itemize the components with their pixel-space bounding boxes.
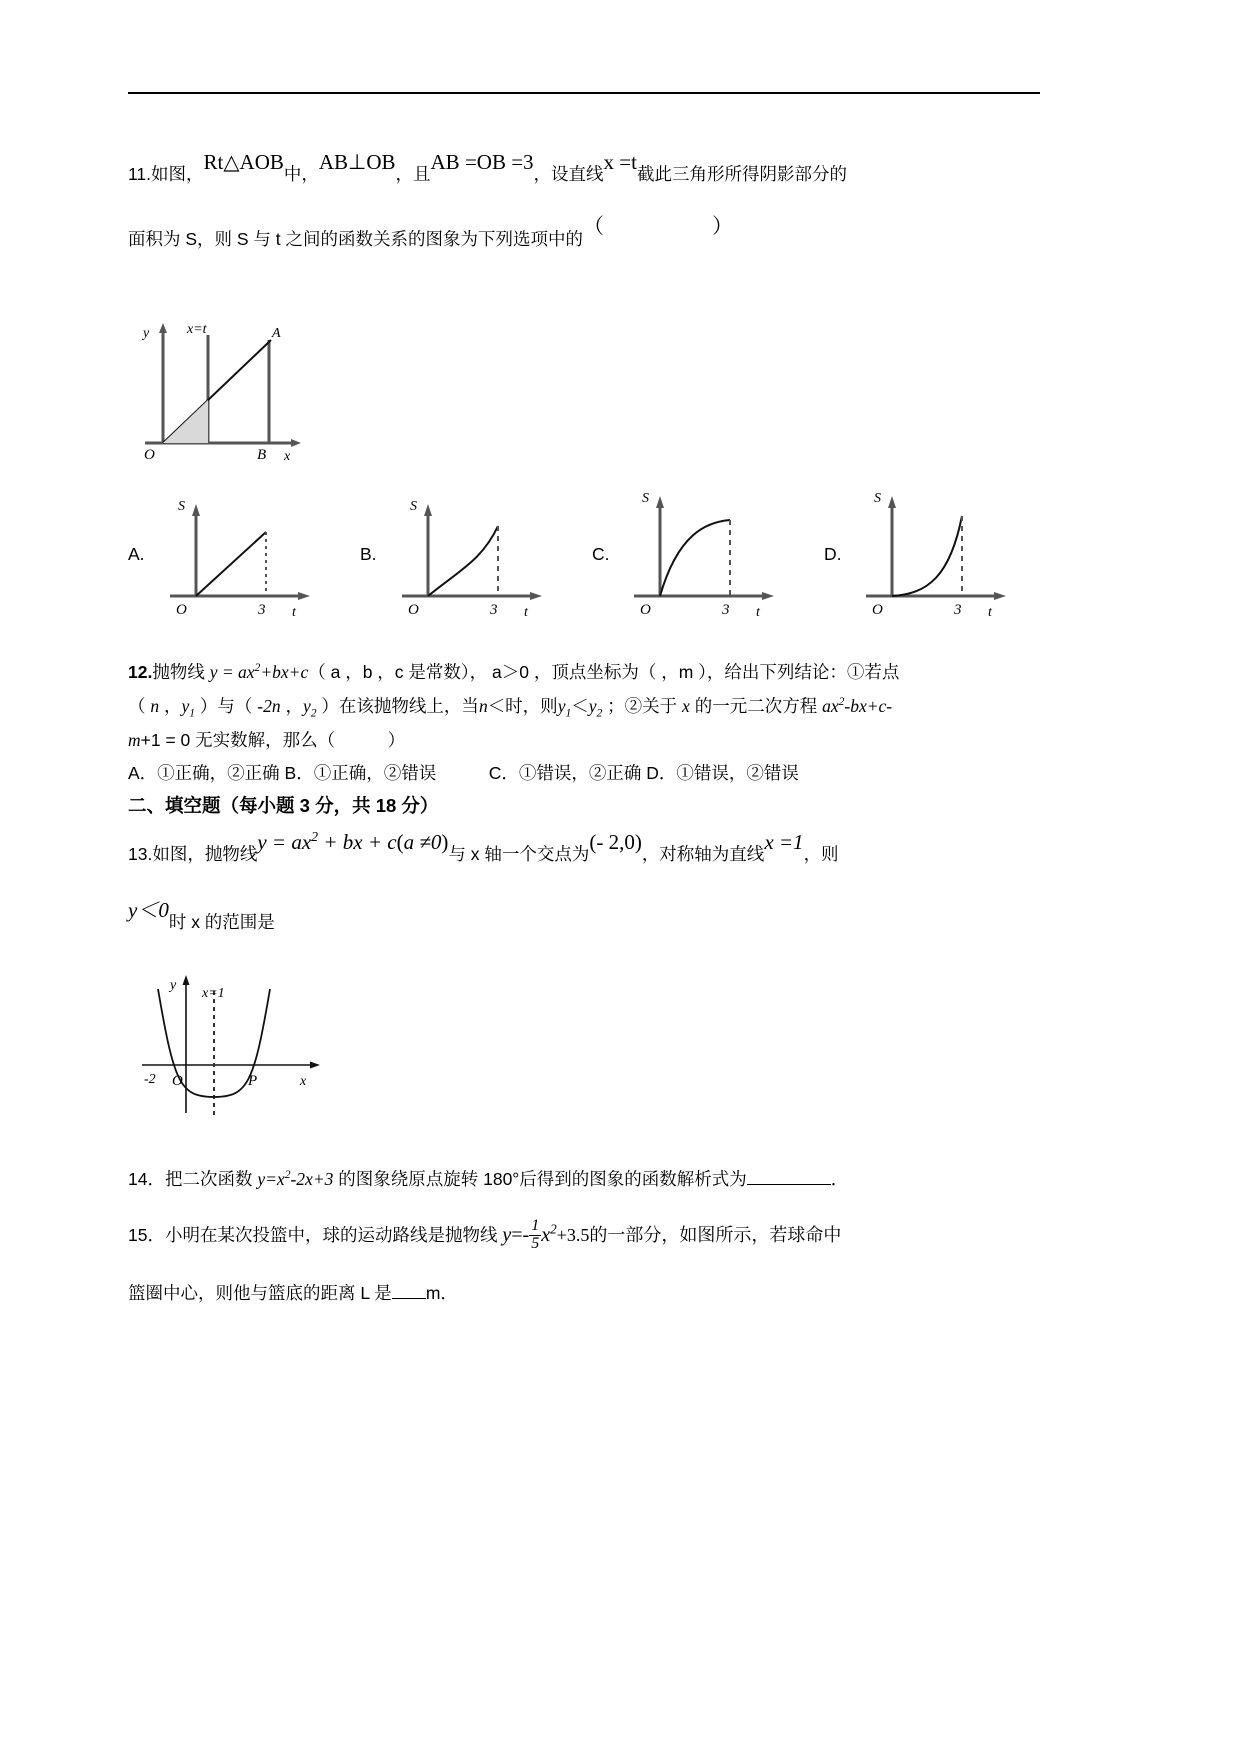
q13-expr: $y = ax^2$ + bx + c(a ≠0) [257, 829, 449, 854]
q14-period: ． [830, 1169, 849, 1189]
q12-number: 12. [128, 662, 153, 682]
q12-line3: m+1 = 0 无实数解，那么（ ） [128, 730, 406, 751]
q13-ineq: y＜0 [128, 898, 169, 922]
fig-aob-label-x: x [284, 449, 291, 464]
option-c-label: C. [592, 544, 610, 564]
q13-number: 13. [128, 844, 153, 864]
fig-par-label-y: y [170, 978, 177, 993]
question-14 [128, 1158, 1040, 1201]
question-12 [128, 655, 1040, 757]
fig-aob-label-B: B [257, 447, 267, 463]
option-c-axis-y: S [642, 491, 649, 506]
q13-point: (- 2,0) [589, 830, 642, 854]
q11-t3: ，设直线 [533, 164, 604, 184]
q13-axis-expr: x =1 [764, 830, 804, 854]
option-b-axis-x: t [524, 605, 528, 620]
q12-line1-b: （ a ，b ，c 是常数）， a＞0 ，顶点坐标为（ ，m ），给出下列结论：①若点 [308, 662, 900, 682]
fig-aob-label-y: y [143, 326, 150, 341]
q13-lead: 如图，抛物线 [152, 844, 258, 864]
q14-text-a: 把二次函数 [164, 1169, 258, 1189]
q14-text-b: 的图象绕原点旋转 180°后得到的图象的函数解析式为 [333, 1169, 747, 1189]
q15-number: 15． [128, 1225, 165, 1245]
fig-aob-label-A: A [272, 326, 281, 341]
q12-line1-a: 抛物线 [152, 662, 210, 682]
q11-answer-paren: （ ） [583, 214, 756, 239]
q12-choices[interactable]: A．①正确，②正确 B．①正确，②错误 C．①错误，②正确 D．①错误，②错误 [128, 763, 799, 783]
q13-mid: 与 x 轴一个交点为 [448, 844, 590, 864]
question-13-line2 [128, 898, 275, 935]
question-13 [128, 828, 1040, 878]
option-c-axis-x: t [756, 605, 760, 620]
q15-expr-x2: $x^2$ [541, 1221, 557, 1246]
q11-expr-eq: AB =OB =3 [430, 150, 534, 174]
fig-par-label-P: P [248, 1073, 258, 1089]
option-d-origin: O [872, 602, 883, 618]
fig-aob-label-O: O [144, 447, 155, 463]
option-b-origin: O [408, 602, 419, 618]
q11-line2: 面积为 S，则 S 与 t 之间的函数关系的图象为下列选项中的 [128, 229, 584, 250]
q11-expr-line: x =t [603, 150, 637, 174]
question-11 [128, 148, 1048, 265]
q11-t4: 截此三角形所得阴影部分的 [636, 164, 847, 184]
q15-line2-a: 篮圈中心，则他与篮底的距离 L 是 [128, 1283, 392, 1303]
option-b-tick: 3 [490, 602, 498, 618]
q11-options-row [128, 488, 1040, 618]
figure-right-triangle-aob [135, 315, 315, 464]
fig-par-label-neg2: -2 [144, 1072, 156, 1087]
q11-t2: ，且 [395, 164, 431, 184]
option-b[interactable] [360, 488, 580, 618]
q13-line2-tail: 时 x 的范围是 [168, 912, 275, 932]
q15-expr-tail: +3.5的一部分，如图所示，若球命中 [556, 1225, 842, 1245]
section-2-title: 二、填空题（每小题 3 分，共 18 分） [128, 795, 439, 816]
q15-fraction [529, 1218, 541, 1253]
q14-number: 14． [128, 1169, 165, 1189]
header-rule [128, 92, 1040, 94]
q11-number: 11. [128, 164, 152, 184]
question-15-line2 [128, 1280, 458, 1305]
fig-par-label-O: O [172, 1073, 183, 1089]
q11-t1: 中， [283, 164, 319, 184]
option-a-tick: 3 [258, 602, 266, 618]
q13-mid2: ，对称轴为直线 [641, 844, 765, 864]
q15-text-a: 小明在某次投篮中，球的运动路线是抛物线 [164, 1225, 503, 1245]
q11-lead: 如图， [151, 164, 204, 184]
option-b-label: B. [360, 544, 377, 564]
q11-expr-perp: AB⊥OB [318, 150, 396, 174]
q12-expr: $y = ax^2+bx+c$ [209, 662, 309, 682]
option-a[interactable] [128, 488, 348, 618]
option-c[interactable] [592, 488, 812, 618]
option-d-tick: 3 [954, 602, 962, 618]
option-b-axis-y: S [410, 499, 417, 514]
q15-answer-blank[interactable] [392, 1281, 426, 1300]
q12-line1 [128, 655, 1040, 689]
option-a-axis-y: S [178, 499, 185, 514]
option-a-origin: O [176, 602, 187, 618]
fig-aob-label-xt: x=t [187, 322, 207, 337]
option-c-tick: 3 [722, 602, 730, 618]
fig-par-label-x1: x=1 [202, 986, 225, 1001]
q13-tail: ，则 [803, 844, 839, 864]
option-a-label: A. [128, 544, 145, 564]
option-d[interactable] [824, 488, 1044, 618]
q15-expr-eq: =- [511, 1224, 530, 1246]
question-15 [128, 1215, 1040, 1255]
option-d-axis-y: S [874, 491, 881, 506]
option-c-origin: O [640, 602, 651, 618]
q15-frac-den: 5 [531, 1234, 540, 1252]
q15-expr-y: y [502, 1224, 512, 1246]
figure-parabola [128, 965, 348, 1135]
q14-answer-blank[interactable] [747, 1167, 831, 1186]
q15-line2-b: m． [425, 1283, 458, 1303]
q14-expr: $y=x^2-2x+3$ [257, 1169, 334, 1189]
fig-par-label-x: x [300, 1074, 307, 1089]
q11-expr-triangle: Rt△AOB [203, 150, 284, 174]
q15-frac-num: 1 [531, 1217, 540, 1235]
option-a-axis-x: t [292, 605, 296, 620]
option-d-label: D. [824, 544, 842, 564]
option-d-axis-x: t [988, 605, 992, 620]
q12-line2: （ n ，$y_1$ ）与（ -2n ，$y_2$ ）在该抛物线上，当n＜时，则$y_1<y_2$ ；②关于 x 的一元二次方程 $ax^2-bx+c-$ [128, 696, 893, 720]
